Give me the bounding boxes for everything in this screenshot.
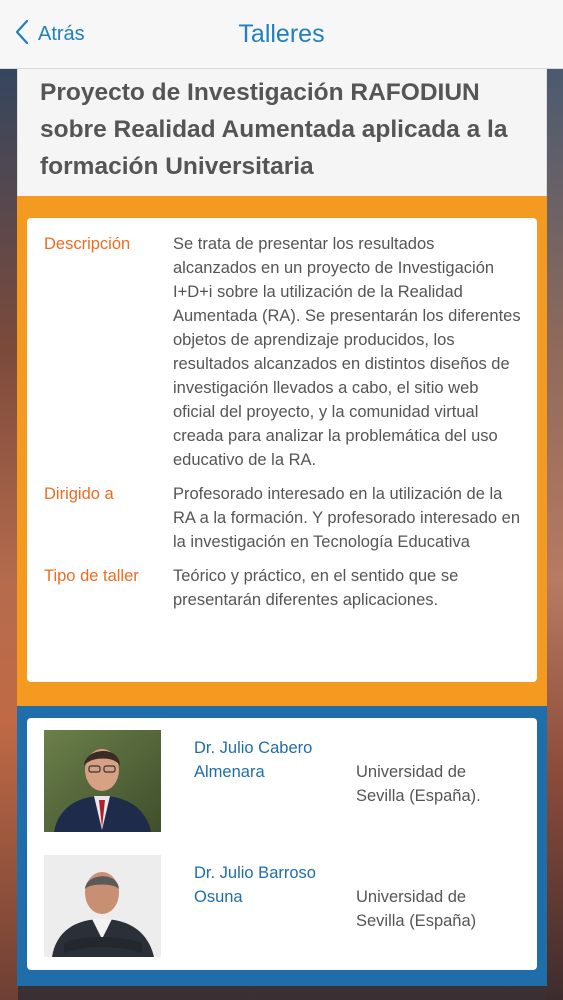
- workshop-title-block: [17, 68, 547, 196]
- detail-row-tipo: [44, 564, 521, 612]
- speaker-name: Dr. Julio Barroso Osuna: [194, 864, 316, 906]
- chevron-left-icon: [14, 19, 30, 50]
- detail-row-descripcion: [44, 232, 521, 472]
- speaker-photo: [44, 855, 161, 957]
- details-section: [17, 196, 547, 706]
- detail-value: Se trata de presentar los resultados alcanzados en un proyecto de Investigación I+D+i sobre la utilización de la Realidad Aumentada (RA). Se presentarán los diferentes objetos de aprendizaje producidos, los resultados alcanzados en distintos diseños de investigación llevados a cabo, el sitio web oficial del proyecto, y la comunidad virtual creada para analizar la problemática del uso educativo de la RA.: [173, 235, 521, 469]
- workshop-title: Proyecto de Investigación RAFODIUN sobre Realidad Aumentada aplicada a la formación Universitaria: [40, 79, 508, 180]
- page-title: Talleres: [238, 19, 325, 48]
- back-label: Atrás: [38, 22, 85, 45]
- detail-label: Tipo de taller: [44, 567, 139, 585]
- detail-label: Dirigido a: [44, 485, 114, 503]
- speaker-affiliation: Universidad de Sevilla (España).: [356, 763, 481, 805]
- speakers-section: [17, 706, 547, 986]
- detail-label: Descripción: [44, 235, 131, 253]
- speaker-item[interactable]: [44, 855, 537, 980]
- detail-value: Teórico y práctico, en el sentido que se presentarán diferentes aplicaciones.: [173, 567, 459, 609]
- background-edge-left: [0, 68, 18, 1000]
- speaker-affiliation: Universidad de Sevilla (España): [356, 888, 477, 930]
- detail-value: Profesorado interesado en la utilización de la RA a la formación. Y profesorado interesado en la investigación en Tecnología Educativa: [173, 485, 521, 551]
- background-edge-right: [545, 68, 563, 1000]
- speaker-photo: [44, 730, 161, 832]
- nav-bar: [0, 0, 563, 69]
- detail-row-dirigido: [44, 482, 521, 554]
- speaker-item[interactable]: [44, 730, 537, 855]
- speaker-name: Dr. Julio Cabero Almenara: [194, 739, 313, 781]
- details-card: [27, 218, 537, 682]
- back-button[interactable]: [14, 0, 85, 68]
- speakers-card: [27, 718, 537, 970]
